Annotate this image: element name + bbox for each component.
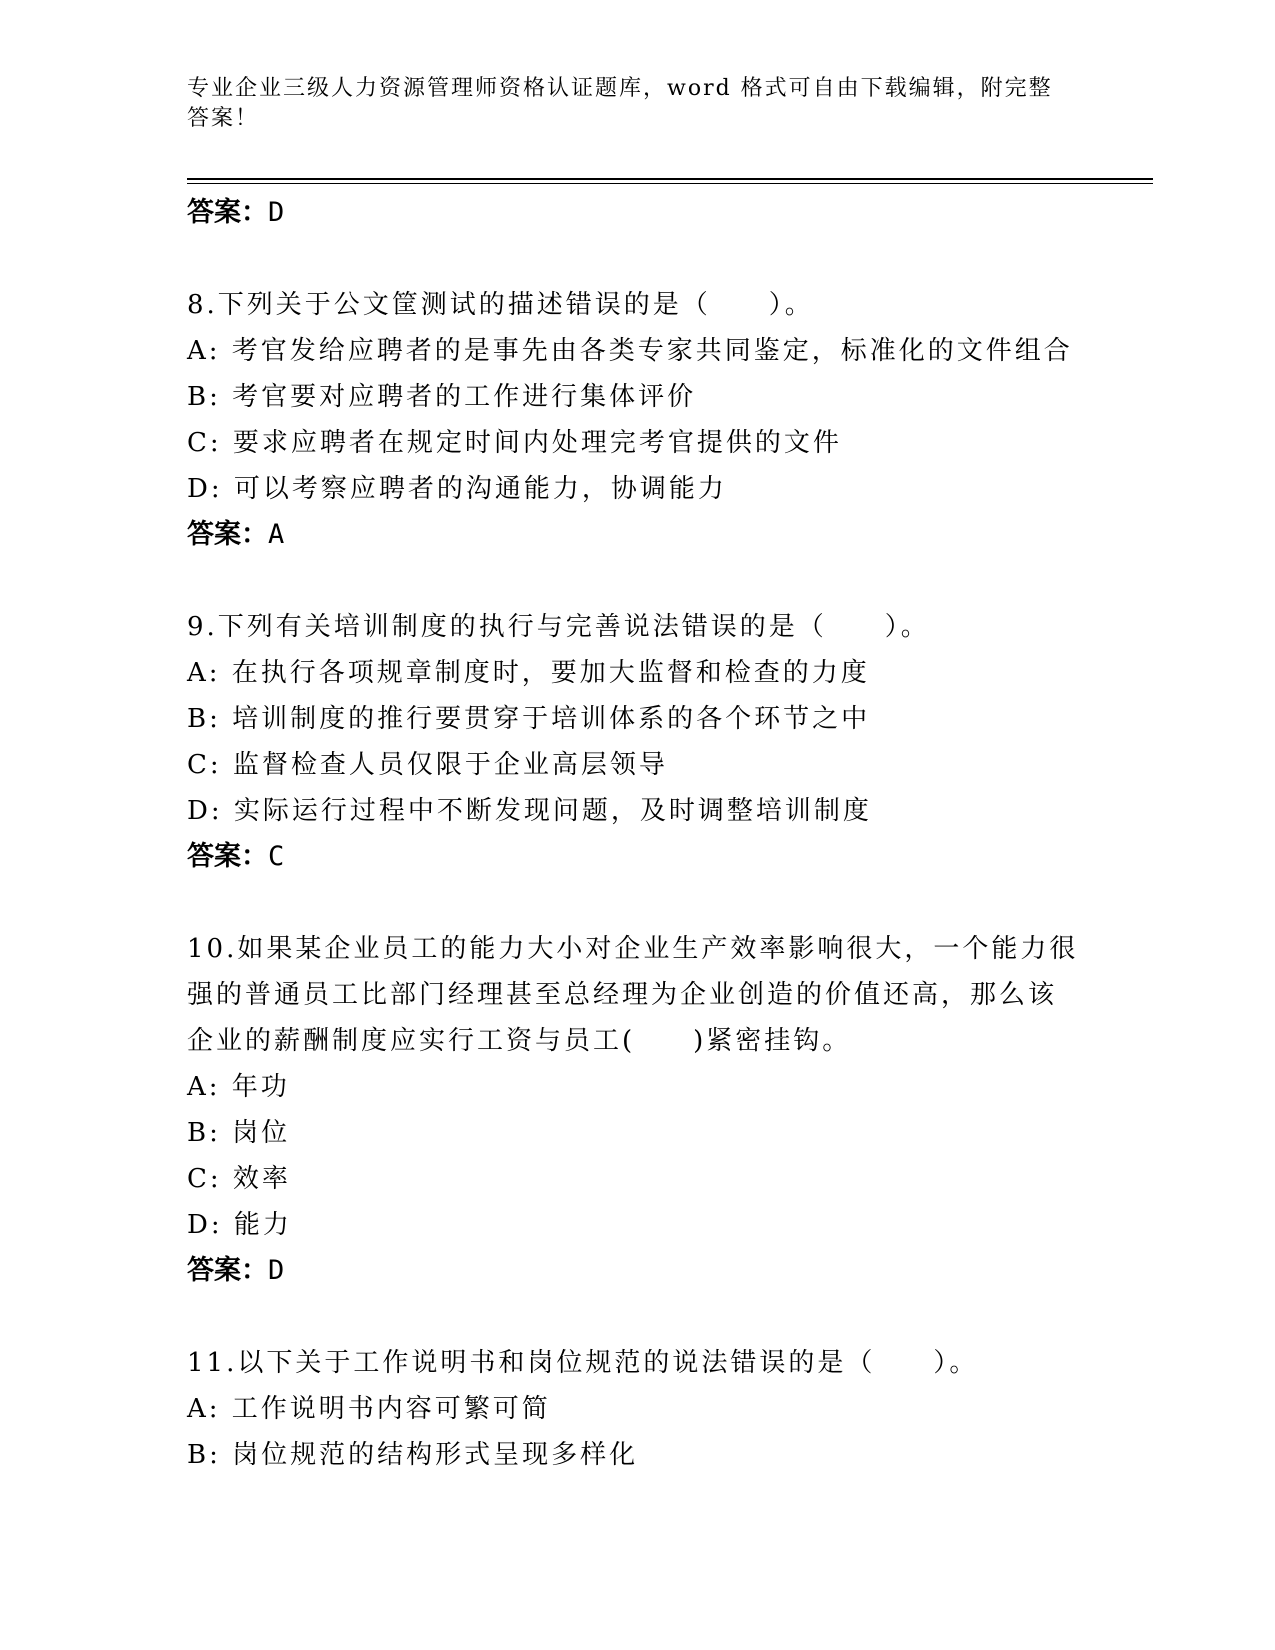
- answer-value: C: [268, 841, 285, 872]
- answer-label: 答案：: [187, 519, 268, 550]
- answer-value: D: [268, 1255, 285, 1286]
- question-10: [187, 926, 1087, 1294]
- answer-value: A: [268, 519, 285, 550]
- question-9: [187, 604, 1087, 880]
- question-stem-line: 8.下列关于公文筐测试的描述错误的是（ ）。: [187, 290, 814, 320]
- option-d: D: 能力: [187, 1210, 292, 1240]
- answer-label: 答案：: [187, 841, 268, 872]
- option-c: C: 效率: [187, 1164, 291, 1194]
- question-8: [187, 282, 1087, 558]
- answer-label: 答案：: [187, 197, 268, 228]
- option-b: B: 岗位: [187, 1118, 291, 1148]
- option-c: C: 要求应聘者在规定时间内处理完考官提供的文件: [187, 428, 842, 458]
- question-content: [187, 190, 1087, 1478]
- header-divider-thin: [187, 183, 1153, 184]
- question-stem-line: 9.下列有关培训制度的执行与完善说法错误的是（ ）。: [187, 612, 930, 642]
- spacer: [187, 1294, 1087, 1340]
- option-a: A: 在执行各项规章制度时，要加大监督和检查的力度: [187, 658, 870, 688]
- question-stem-line: 强的普通员工比部门经理甚至总经理为企业创造的价值还高，那么该: [187, 980, 1058, 1010]
- question-stem-line: 10.如果某企业员工的能力大小对企业生产效率影响很大，一个能力很: [187, 934, 1079, 964]
- answer-line-q7: [187, 190, 1087, 236]
- spacer: [187, 558, 1087, 604]
- answer-line: [187, 512, 1087, 558]
- question-stem-line: 企业的薪酬制度应实行工资与员工( )紧密挂钩。: [187, 1026, 852, 1056]
- header-line-2: 答案！: [187, 106, 260, 131]
- option-d: D: 可以考察应聘者的沟通能力，协调能力: [187, 474, 727, 504]
- option-c: C: 监督检查人员仅限于企业高层领导: [187, 750, 668, 780]
- document-header: [187, 74, 1067, 134]
- answer-label: 答案：: [187, 1255, 268, 1286]
- answer-line: [187, 1248, 1087, 1294]
- answer-line: [187, 834, 1087, 880]
- option-a: A: 工作说明书内容可繁可简: [187, 1394, 551, 1424]
- question-11: [187, 1340, 1087, 1478]
- option-d: D: 实际运行过程中不断发现问题，及时调整培训制度: [187, 796, 872, 826]
- option-a: A: 年功: [187, 1072, 290, 1102]
- header-divider-thick: [187, 178, 1153, 180]
- answer-value: D: [268, 197, 285, 228]
- option-b: B: 岗位规范的结构形式呈现多样化: [187, 1440, 639, 1470]
- option-b: B: 考官要对应聘者的工作进行集体评价: [187, 382, 697, 412]
- header-line-1: 专业企业三级人力资源管理师资格认证题库，word 格式可自由下载编辑，附完整: [187, 76, 1053, 101]
- option-a: A: 考官发给应聘者的是事先由各类专家共同鉴定，标准化的文件组合: [187, 336, 1073, 366]
- question-stem-line: 11.以下关于工作说明书和岗位规范的说法错误的是（ ）。: [187, 1348, 979, 1378]
- spacer: [187, 880, 1087, 926]
- spacer: [187, 236, 1087, 282]
- option-b: B: 培训制度的推行要贯穿于培训体系的各个环节之中: [187, 704, 871, 734]
